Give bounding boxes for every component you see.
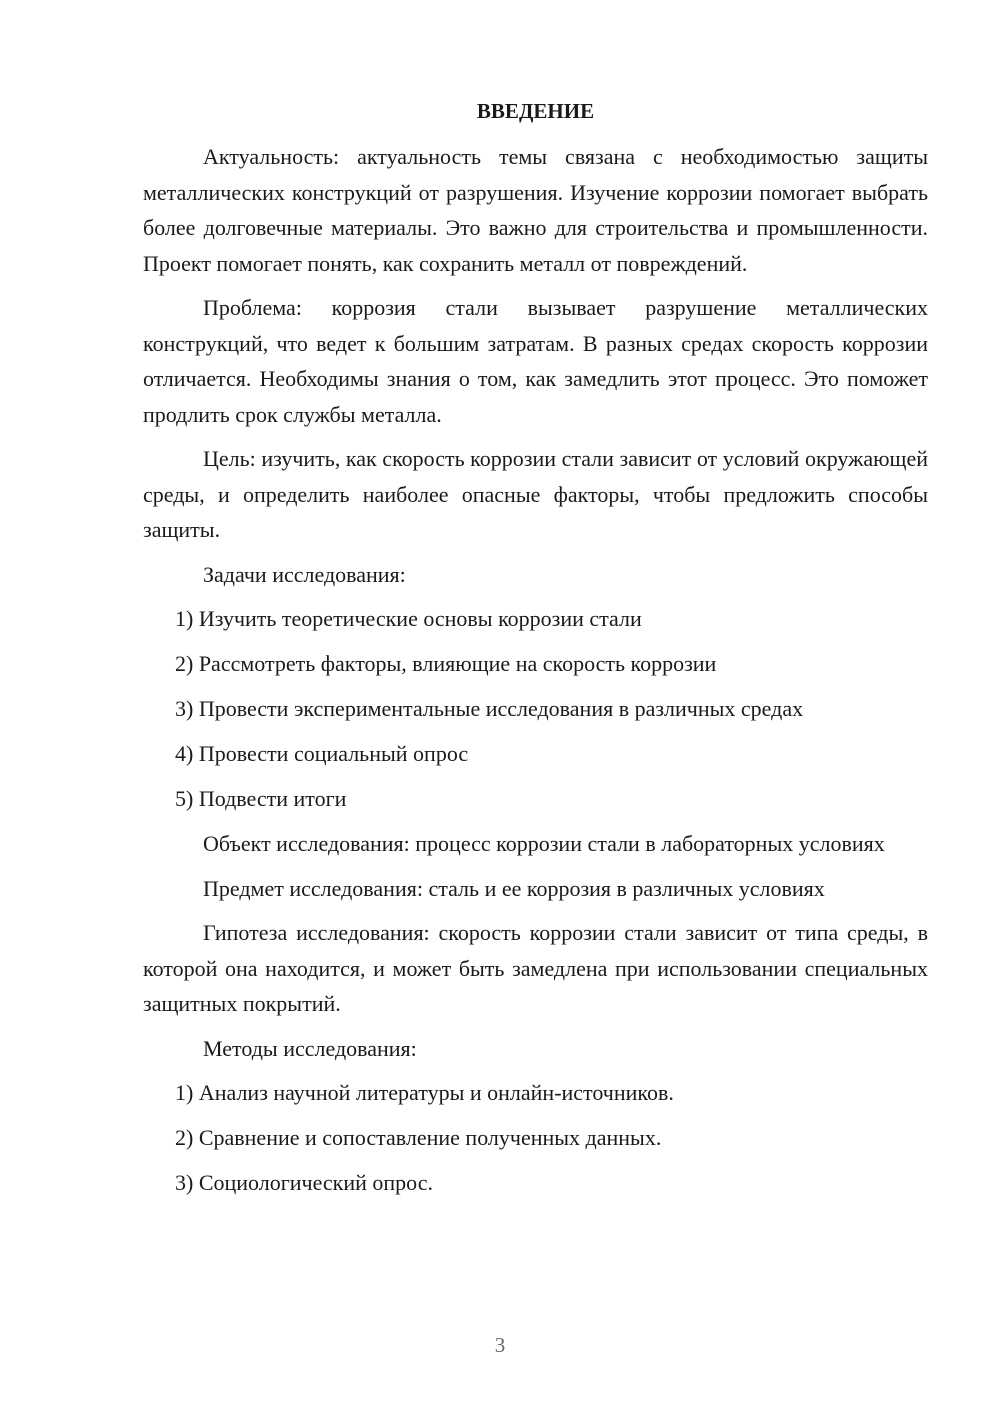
list-item: 4) Провести социальный опрос <box>175 741 469 766</box>
methods-heading: Методы исследования: <box>203 1035 417 1061</box>
list-item: 2) Сравнение и сопоставление полученных данных. <box>175 1125 662 1150</box>
tasks-list <box>143 601 928 817</box>
methods-list <box>143 1075 928 1201</box>
list-item: 1) Изучить теоретические основы коррозии стали <box>175 606 642 631</box>
list-item: 3) Провести экспериментальные исследования в различных средах <box>175 696 804 721</box>
problem-paragraph: Проблема: коррозия стали вызывает разрушение металлических конструкций, что ведет к большим затратам. В разных средах скорость коррозии отличается. Необходимы знания о том, как замедлить этот процесс. Это поможет продлить срок службы металла. <box>143 295 928 427</box>
list-item: 5) Подвести итоги <box>175 786 347 811</box>
document-page <box>143 96 928 1210</box>
list-item: 3) Социологический опрос. <box>175 1170 433 1195</box>
subject-paragraph: Предмет исследования: сталь и ее коррозия в различных условиях <box>203 875 825 901</box>
goal-paragraph: Цель: изучить, как скорость коррозии стали зависит от условий окружающей среды, и определить наиболее опасные факторы, чтобы предложить способы защиты. <box>143 446 928 542</box>
tasks-heading: Задачи исследования: <box>203 561 406 587</box>
relevance-paragraph: Актуальность: актуальность темы связана с необходимостью защиты металлических конструкций от разрушения. Изучение коррозии помогает выбрать более долговечные материалы. Это важно для строительства и промышленности. Проект помогает понять, как сохранить металл от повреждений. <box>143 144 928 276</box>
list-item: 2) Рассмотреть факторы, влияющие на скорость коррозии <box>175 651 717 676</box>
list-item: 1) Анализ научной литературы и онлайн-источников. <box>175 1080 674 1105</box>
object-paragraph: Объект исследования: процесс коррозии стали в лабораторных условиях <box>203 831 885 856</box>
section-title: ВВЕДЕНИЕ <box>476 99 595 123</box>
page-number: 3 <box>494 1333 506 1357</box>
hypothesis-paragraph: Гипотеза исследования: скорость коррозии стали зависит от типа среды, в которой она находится, и может быть замедлена при использовании специальных защитных покрытий. <box>143 920 928 1016</box>
